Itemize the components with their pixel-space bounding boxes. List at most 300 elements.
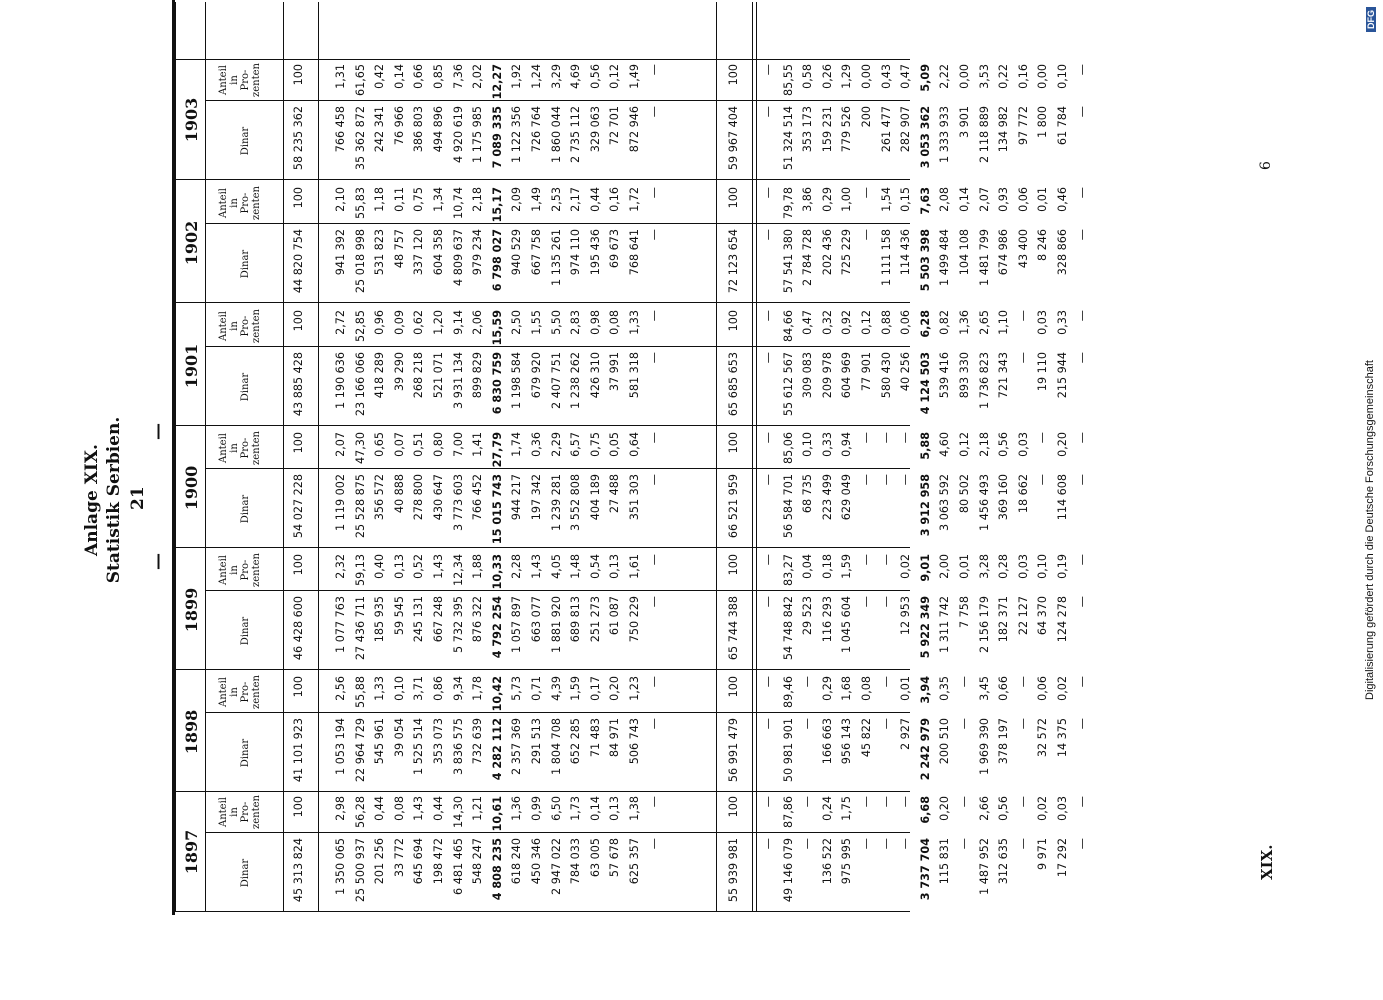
page-number: 21: [128, 486, 148, 510]
table-cell-percent: 0,00: [1036, 64, 1050, 89]
table-cell-percent: 0,08: [392, 796, 406, 821]
table-cell-dinar: —: [1075, 474, 1089, 486]
table-cell-percent: 2,06: [471, 310, 485, 335]
statistics-title: Statistik Serbien.: [104, 416, 124, 584]
table-cell-percent: 0,03: [1016, 554, 1030, 579]
anteil-header-line: zenten: [251, 63, 262, 98]
table-cell-dinar: 1 804 708: [549, 718, 563, 775]
total-dinar: 58 235 362: [292, 106, 305, 171]
anteil-header: [218, 428, 262, 468]
table-cell-percent: 0,02: [1056, 676, 1069, 701]
table-cell-percent: 0,75: [588, 432, 602, 457]
table-cell-percent: 1,34: [432, 187, 445, 212]
table-cell-dinar: —: [647, 596, 661, 608]
table-cell-percent: 0,40: [373, 554, 387, 579]
table-cell-percent: 1,48: [569, 554, 583, 579]
table-cell-percent: 12,27: [490, 64, 504, 100]
table-cell-percent: 0,56: [588, 64, 602, 89]
table-cell-dinar: 39 290: [392, 352, 406, 392]
table-cell-percent: —: [762, 554, 775, 566]
table-cell-dinar: —: [1075, 718, 1089, 730]
table-cell-percent: 1,54: [879, 187, 893, 212]
total-percent: 100: [727, 432, 740, 454]
table-cell-percent: 7,36: [451, 64, 465, 89]
table-cell-percent: 1,23: [628, 676, 641, 701]
table-cell-percent: —: [1075, 64, 1089, 76]
table-cell-dinar: 61 784: [1056, 106, 1069, 146]
table-cell-percent: —: [647, 432, 661, 444]
total-percent: 100: [727, 554, 740, 576]
table-cell-dinar: 2 156 179: [977, 596, 991, 653]
table-cell-dinar: 124 278: [1056, 596, 1069, 643]
anteil-header: [218, 183, 262, 223]
table-cell-dinar: 209 978: [820, 352, 834, 399]
table-cell-dinar: 251 273: [588, 596, 602, 643]
table-cell-percent: 4,60: [938, 432, 952, 457]
table-cell-percent: 0,98: [588, 310, 602, 335]
table-cell-percent: 61,65: [353, 64, 367, 97]
dinar-header: Dinar: [240, 858, 251, 888]
table-cell-dinar: 3 053 362: [918, 106, 932, 169]
table-cell-dinar: 6 830 759: [490, 352, 504, 415]
table-cell-dinar: —: [1075, 352, 1089, 364]
table-cell-dinar: 59 545: [392, 596, 406, 636]
table-cell-percent: 55,83: [353, 187, 367, 220]
table-cell-percent: 0,86: [432, 676, 445, 701]
table-cell-percent: 0,03: [1056, 796, 1069, 821]
table-cell-percent: 0,64: [628, 432, 641, 457]
table-cell-dinar: 68 735: [801, 474, 815, 514]
total-dinar: 72 123 654: [727, 229, 740, 294]
table-cell-percent: 0,09: [392, 310, 406, 335]
table-cell-dinar: 69 673: [608, 229, 622, 269]
table-cell-dinar: 166 663: [820, 718, 834, 765]
table-cell-dinar: 2 118 889: [977, 106, 991, 163]
table-cell-percent: 0,99: [530, 796, 543, 821]
table-right-rule: [175, 59, 910, 60]
table-cell-dinar: 195 436: [588, 229, 602, 276]
total-percent: 100: [727, 676, 740, 698]
total-percent: 100: [727, 796, 740, 818]
table-cell-percent: 2,72: [334, 310, 347, 335]
table-cell-dinar: 732 639: [471, 718, 485, 765]
table-cell-percent: —: [801, 796, 815, 808]
table-cell-percent: 3,86: [801, 187, 815, 212]
table-cell-dinar: 430 647: [432, 474, 445, 521]
table-cell-dinar: 200: [860, 106, 873, 128]
anteil-header-line: in: [229, 565, 240, 575]
year-heading: 1900: [182, 465, 201, 511]
table-cell-percent: 0,29: [820, 676, 834, 701]
table-cell-dinar: 766 452: [471, 474, 485, 521]
table-cell-dinar: 80 502: [958, 474, 971, 514]
table-cell-dinar: 282 907: [899, 106, 913, 153]
table-cell-percent: —: [958, 796, 971, 808]
table-cell-percent: 0,66: [997, 676, 1011, 701]
table-cell-dinar: —: [762, 474, 775, 486]
table-cell-dinar: 618 240: [510, 838, 524, 885]
dfg-logo: DFG: [1366, 7, 1376, 32]
table-cell-percent: 1,49: [628, 64, 641, 89]
table-cell-dinar: —: [762, 106, 775, 118]
table-cell-dinar: 39 054: [392, 718, 406, 758]
table-cell-percent: 0,44: [373, 796, 387, 821]
anteil-header: [218, 306, 262, 346]
table-cell-percent: 0,13: [608, 554, 622, 579]
sheet-mark: 6: [1258, 161, 1274, 170]
table-cell-dinar: —: [860, 596, 873, 608]
table-cell-percent: —: [1075, 432, 1089, 444]
table-cell-percent: 2,50: [510, 310, 524, 335]
table-cell-dinar: 2 947 022: [549, 838, 563, 895]
total-dinar: 66 521 959: [727, 474, 740, 539]
table-cell-dinar: 1 350 065: [334, 838, 347, 895]
table-cell-dinar: —: [1036, 474, 1050, 486]
table-cell-percent: —: [879, 432, 893, 444]
total-rule-2a: [716, 2, 717, 912]
table-cell-percent: 0,56: [997, 432, 1011, 457]
table-cell-dinar: —: [762, 718, 775, 730]
table-cell-dinar: 784 033: [569, 838, 583, 885]
table-cell-dinar: 2 407 751: [549, 352, 563, 409]
table-cell-dinar: —: [762, 596, 775, 608]
table-cell-percent: 1,18: [373, 187, 387, 212]
table-cell-dinar: 17 292: [1056, 838, 1069, 878]
anteil-header-line: in: [229, 321, 240, 331]
table-cell-percent: 1,24: [530, 64, 543, 89]
table-cell-percent: 0,01: [899, 676, 913, 701]
table-cell-dinar: 7 089 335: [490, 106, 504, 169]
table-cell-percent: —: [801, 676, 815, 688]
table-cell-dinar: —: [899, 474, 913, 486]
table-cell-percent: 1,72: [628, 187, 641, 212]
table-cell-percent: —: [647, 796, 661, 808]
table-cell-dinar: 1 525 514: [412, 718, 426, 775]
table-cell-percent: —: [899, 432, 913, 444]
table-cell-dinar: 369 160: [997, 474, 1011, 521]
total-dinar: 46 428 600: [292, 596, 305, 661]
total-percent: 100: [727, 64, 740, 86]
table-cell-percent: 0,65: [373, 432, 387, 457]
table-cell-percent: 1,92: [510, 64, 524, 89]
table-cell-dinar: 40 888: [392, 474, 406, 514]
table-cell-percent: 1,59: [840, 554, 854, 579]
total-dinar: 65 685 653: [727, 352, 740, 417]
table-cell-percent: 2,66: [977, 796, 991, 821]
table-cell-dinar: 71 483: [588, 718, 602, 758]
table-cell-percent: 1,00: [840, 187, 854, 212]
table-cell-dinar: 663 077: [530, 596, 543, 643]
table-cell-dinar: 1 969 390: [977, 718, 991, 775]
table-cell-percent: 1,55: [530, 310, 543, 335]
anteil-header-line: Pro-: [240, 559, 251, 581]
table-cell-percent: 14,30: [451, 796, 465, 829]
table-cell-dinar: 667 248: [432, 596, 445, 643]
table-cell-percent: 0,80: [432, 432, 445, 457]
total-percent: 100: [292, 64, 305, 86]
table-cell-dinar: 1 175 985: [471, 106, 485, 163]
anteil-header-line: in: [229, 75, 240, 85]
table-cell-dinar: 531 823: [373, 229, 387, 276]
table-cell-percent: 6,68: [918, 796, 932, 824]
table-cell-dinar: 1 481 799: [977, 229, 991, 286]
table-cell-percent: 0,88: [879, 310, 893, 335]
table-cell-percent: 1,36: [510, 796, 524, 821]
table-cell-dinar: —: [860, 474, 873, 486]
table-cell-dinar: 353 173: [801, 106, 815, 153]
table-cell-dinar: 8 246: [1036, 229, 1050, 262]
table-cell-dinar: 356 572: [373, 474, 387, 521]
table-cell-percent: 0,20: [1056, 432, 1069, 457]
table-cell-dinar: 1 119 002: [334, 474, 347, 531]
table-cell-percent: —: [860, 554, 873, 566]
table-cell-percent: 0,10: [1036, 554, 1050, 579]
total-rule-1: [318, 2, 319, 912]
table-cell-dinar: 223 499: [820, 474, 834, 521]
table-cell-percent: 0,13: [608, 796, 622, 821]
table-cell-dinar: 604 969: [840, 352, 854, 399]
table-cell-dinar: 1 499 484: [938, 229, 952, 286]
table-cell-dinar: 43 400: [1016, 229, 1030, 269]
table-cell-dinar: 312 635: [997, 838, 1011, 885]
table-cell-percent: 1,31: [334, 64, 347, 89]
table-cell-dinar: —: [1016, 352, 1030, 364]
table-cell-dinar: —: [879, 596, 893, 608]
total-percent: 100: [292, 187, 305, 209]
table-cell-dinar: 1 045 604: [840, 596, 854, 653]
table-cell-percent: —: [762, 187, 775, 199]
table-cell-percent: 1,41: [471, 432, 485, 457]
table-cell-percent: 0,33: [1056, 310, 1069, 335]
table-cell-dinar: 4 920 619: [451, 106, 465, 163]
table-cell-percent: 0,14: [958, 187, 971, 212]
table-cell-dinar: —: [801, 718, 815, 730]
table-cell-percent: —: [860, 432, 873, 444]
table-cell-dinar: 750 229: [628, 596, 641, 643]
table-cell-percent: 0,26: [820, 64, 834, 89]
table-cell-percent: 1,43: [432, 554, 445, 579]
table-cell-dinar: 45 822: [860, 718, 873, 758]
table-cell-percent: 0,06: [1016, 187, 1030, 212]
table-cell-percent: 0,08: [860, 676, 873, 701]
table-cell-dinar: —: [958, 718, 971, 730]
table-cell-dinar: 4 808 235: [490, 838, 504, 901]
table-cell-percent: —: [647, 187, 661, 199]
table-cell-percent: 0,75: [412, 187, 426, 212]
table-cell-dinar: 1 860 044: [549, 106, 563, 163]
table-cell-dinar: 3 552 808: [569, 474, 583, 531]
table-cell-percent: 4,05: [549, 554, 563, 579]
table-cell-percent: 0,58: [801, 64, 815, 89]
table-cell-dinar: 1 736 823: [977, 352, 991, 409]
total-dinar: 43 885 428: [292, 352, 305, 417]
anteil-header: [218, 60, 262, 100]
table-cell-dinar: 726 764: [530, 106, 543, 153]
table-cell-percent: 59,13: [353, 554, 367, 587]
table-cell-dinar: 200 510: [938, 718, 952, 765]
table-cell-dinar: 242 341: [373, 106, 387, 153]
table-cell-percent: 0,03: [1016, 432, 1030, 457]
table-cell-dinar: 378 197: [997, 718, 1011, 765]
anteil-header-line: Anteil: [218, 677, 229, 707]
inner-separator: [205, 590, 910, 591]
anteil-header-line: Anteil: [218, 65, 229, 95]
table-cell-dinar: 6 798 027: [490, 229, 504, 292]
table-cell-dinar: 4 124 503: [918, 352, 932, 415]
table-cell-dinar: —: [762, 838, 775, 850]
total-dinar: 56 991 479: [727, 718, 740, 783]
table-cell-dinar: 545 961: [373, 718, 387, 765]
table-cell-percent: 10,42: [490, 676, 504, 712]
table-cell-percent: —: [1075, 676, 1089, 688]
table-cell-percent: 0,01: [1036, 187, 1050, 212]
table-cell-percent: 0,13: [392, 554, 406, 579]
table-cell-dinar: 1 456 493: [977, 474, 991, 531]
table-cell-dinar: —: [647, 838, 661, 850]
table-cell-dinar: 450 346: [530, 838, 543, 885]
table-cell-dinar: 3 912 958: [918, 474, 932, 537]
inner-separator: [205, 468, 910, 469]
table-cell-percent: 0,12: [958, 432, 971, 457]
table-cell-dinar: 309 083: [801, 352, 815, 399]
anteil-header-line: Anteil: [218, 433, 229, 463]
table-cell-dinar: —: [1075, 106, 1089, 118]
table-cell-percent: —: [1036, 432, 1050, 444]
table-cell-dinar: 1 238 262: [569, 352, 583, 409]
table-cell-percent: 3,29: [549, 64, 563, 89]
year-heading: 1901: [182, 343, 201, 389]
table-cell-percent: 0,47: [899, 64, 913, 89]
table-cell-dinar: 1 122 356: [510, 106, 524, 163]
total-percent: 100: [292, 310, 305, 332]
table-cell-percent: 5,88: [918, 432, 932, 460]
anteil-header: [218, 672, 262, 712]
subheader-rule: [283, 2, 284, 912]
table-cell-percent: —: [1016, 310, 1030, 322]
table-cell-percent: 0,16: [1016, 64, 1030, 89]
table-cell-dinar: 1 057 897: [510, 596, 524, 653]
anteil-header-line: Pro-: [240, 315, 251, 337]
table-cell-dinar: 182 371: [997, 596, 1011, 643]
table-cell-dinar: 725 229: [840, 229, 854, 276]
table-cell-dinar: 5 922 349: [918, 596, 932, 659]
table-cell-percent: 0,94: [840, 432, 854, 457]
table-cell-percent: 0,01: [958, 554, 971, 579]
total-dinar: 59 967 404: [727, 106, 740, 171]
table-cell-percent: 2,65: [977, 310, 991, 335]
anteil-header-line: in: [229, 687, 240, 697]
table-cell-dinar: —: [801, 838, 815, 850]
table-cell-dinar: 1 311 742: [938, 596, 952, 653]
table-cell-dinar: —: [958, 838, 971, 850]
table-cell-percent: 3,45: [977, 676, 991, 701]
table-cell-dinar: 3 737 704: [918, 838, 932, 901]
table-cell-percent: 0,24: [820, 796, 834, 821]
table-cell-dinar: 2 242 979: [918, 718, 932, 781]
table-cell-percent: 4,69: [569, 64, 583, 89]
table-cell-percent: —: [1075, 187, 1089, 199]
table-cell-percent: 1,36: [958, 310, 971, 335]
table-cell-dinar: 25 500 937: [353, 838, 367, 903]
anteil-header-line: zenten: [251, 431, 262, 466]
footer-mark: XIX.: [1258, 844, 1276, 880]
table-cell-dinar: 3 063 592: [938, 474, 952, 531]
table-cell-dinar: 979 234: [471, 229, 485, 276]
table-cell-percent: 52,85: [353, 310, 367, 343]
table-cell-percent: 0,10: [1056, 64, 1069, 89]
table-cell-percent: —: [647, 64, 661, 76]
table-cell-percent: 0,02: [899, 554, 913, 579]
table-cell-dinar: 198 472: [432, 838, 445, 885]
table-cell-dinar: 1 800: [1036, 106, 1050, 139]
table-cell-percent: 0,43: [879, 64, 893, 89]
table-cell-dinar: 116 293: [820, 596, 834, 643]
anteil-header-line: zenten: [251, 553, 262, 588]
table-cell-dinar: —: [1075, 596, 1089, 608]
table-cell-dinar: 50 981 901: [781, 718, 795, 783]
table-cell-percent: 27,79: [490, 432, 504, 468]
table-cell-dinar: —: [1075, 838, 1089, 850]
table-cell-percent: —: [762, 310, 775, 322]
table-cell-percent: 0,17: [588, 676, 602, 701]
table-cell-percent: 5,09: [918, 64, 932, 92]
table-cell-percent: 1,59: [569, 676, 583, 701]
table-cell-percent: 0,03: [1036, 310, 1050, 335]
table-cell-percent: 3,94: [918, 676, 932, 704]
dinar-header: Dinar: [240, 249, 251, 279]
table-cell-percent: 0,02: [1036, 796, 1050, 821]
table-cell-dinar: —: [647, 106, 661, 118]
table-cell-dinar: 51 324 514: [781, 106, 795, 171]
table-cell-percent: 79,78: [781, 187, 795, 220]
table-cell-dinar: 202 436: [820, 229, 834, 276]
table-cell-dinar: 261 477: [879, 106, 893, 153]
total-percent: 100: [292, 796, 305, 818]
table-cell-dinar: 580 430: [879, 352, 893, 399]
table-cell-dinar: 768 641: [628, 229, 641, 276]
table-cell-percent: 0,10: [392, 676, 406, 701]
table-cell-dinar: 63 005: [588, 838, 602, 878]
table-cell-dinar: 506 743: [628, 718, 641, 765]
year-heading: 1897: [182, 829, 201, 875]
table-cell-dinar: 54 748 842: [781, 596, 795, 661]
table-cell-percent: 0,51: [412, 432, 426, 457]
table-cell-dinar: 721 343: [997, 352, 1011, 399]
total-dinar: 65 744 388: [727, 596, 740, 661]
table-cell-dinar: 35 362 872: [353, 106, 367, 171]
table-cell-percent: 2,17: [569, 187, 583, 212]
table-cell-dinar: 674 986: [997, 229, 1011, 276]
table-cell-percent: 12,34: [451, 554, 465, 587]
table-cell-dinar: 64 370: [1036, 596, 1050, 636]
table-cell-percent: 6,50: [549, 796, 563, 821]
table-cell-percent: 1,61: [628, 554, 641, 579]
table-cell-dinar: 27 488: [608, 474, 622, 514]
table-cell-dinar: 418 289: [373, 352, 387, 399]
table-cell-dinar: —: [1075, 229, 1089, 241]
table-cell-dinar: 494 896: [432, 106, 445, 153]
dfg-sidebar: Digitalisierung gefördert durch die Deutsche Forschungsgemeinschaft: [1364, 360, 1376, 700]
table-cell-percent: 3,71: [412, 676, 426, 701]
table-cell-percent: —: [1075, 796, 1089, 808]
table-cell-percent: —: [1016, 796, 1030, 808]
total-percent: 100: [292, 554, 305, 576]
table-cell-percent: 0,42: [373, 64, 387, 89]
table-cell-percent: 0,56: [997, 796, 1011, 821]
table-cell-dinar: 18 662: [1016, 474, 1030, 514]
table-cell-percent: 6,28: [918, 310, 932, 338]
table-cell-percent: —: [762, 676, 775, 688]
